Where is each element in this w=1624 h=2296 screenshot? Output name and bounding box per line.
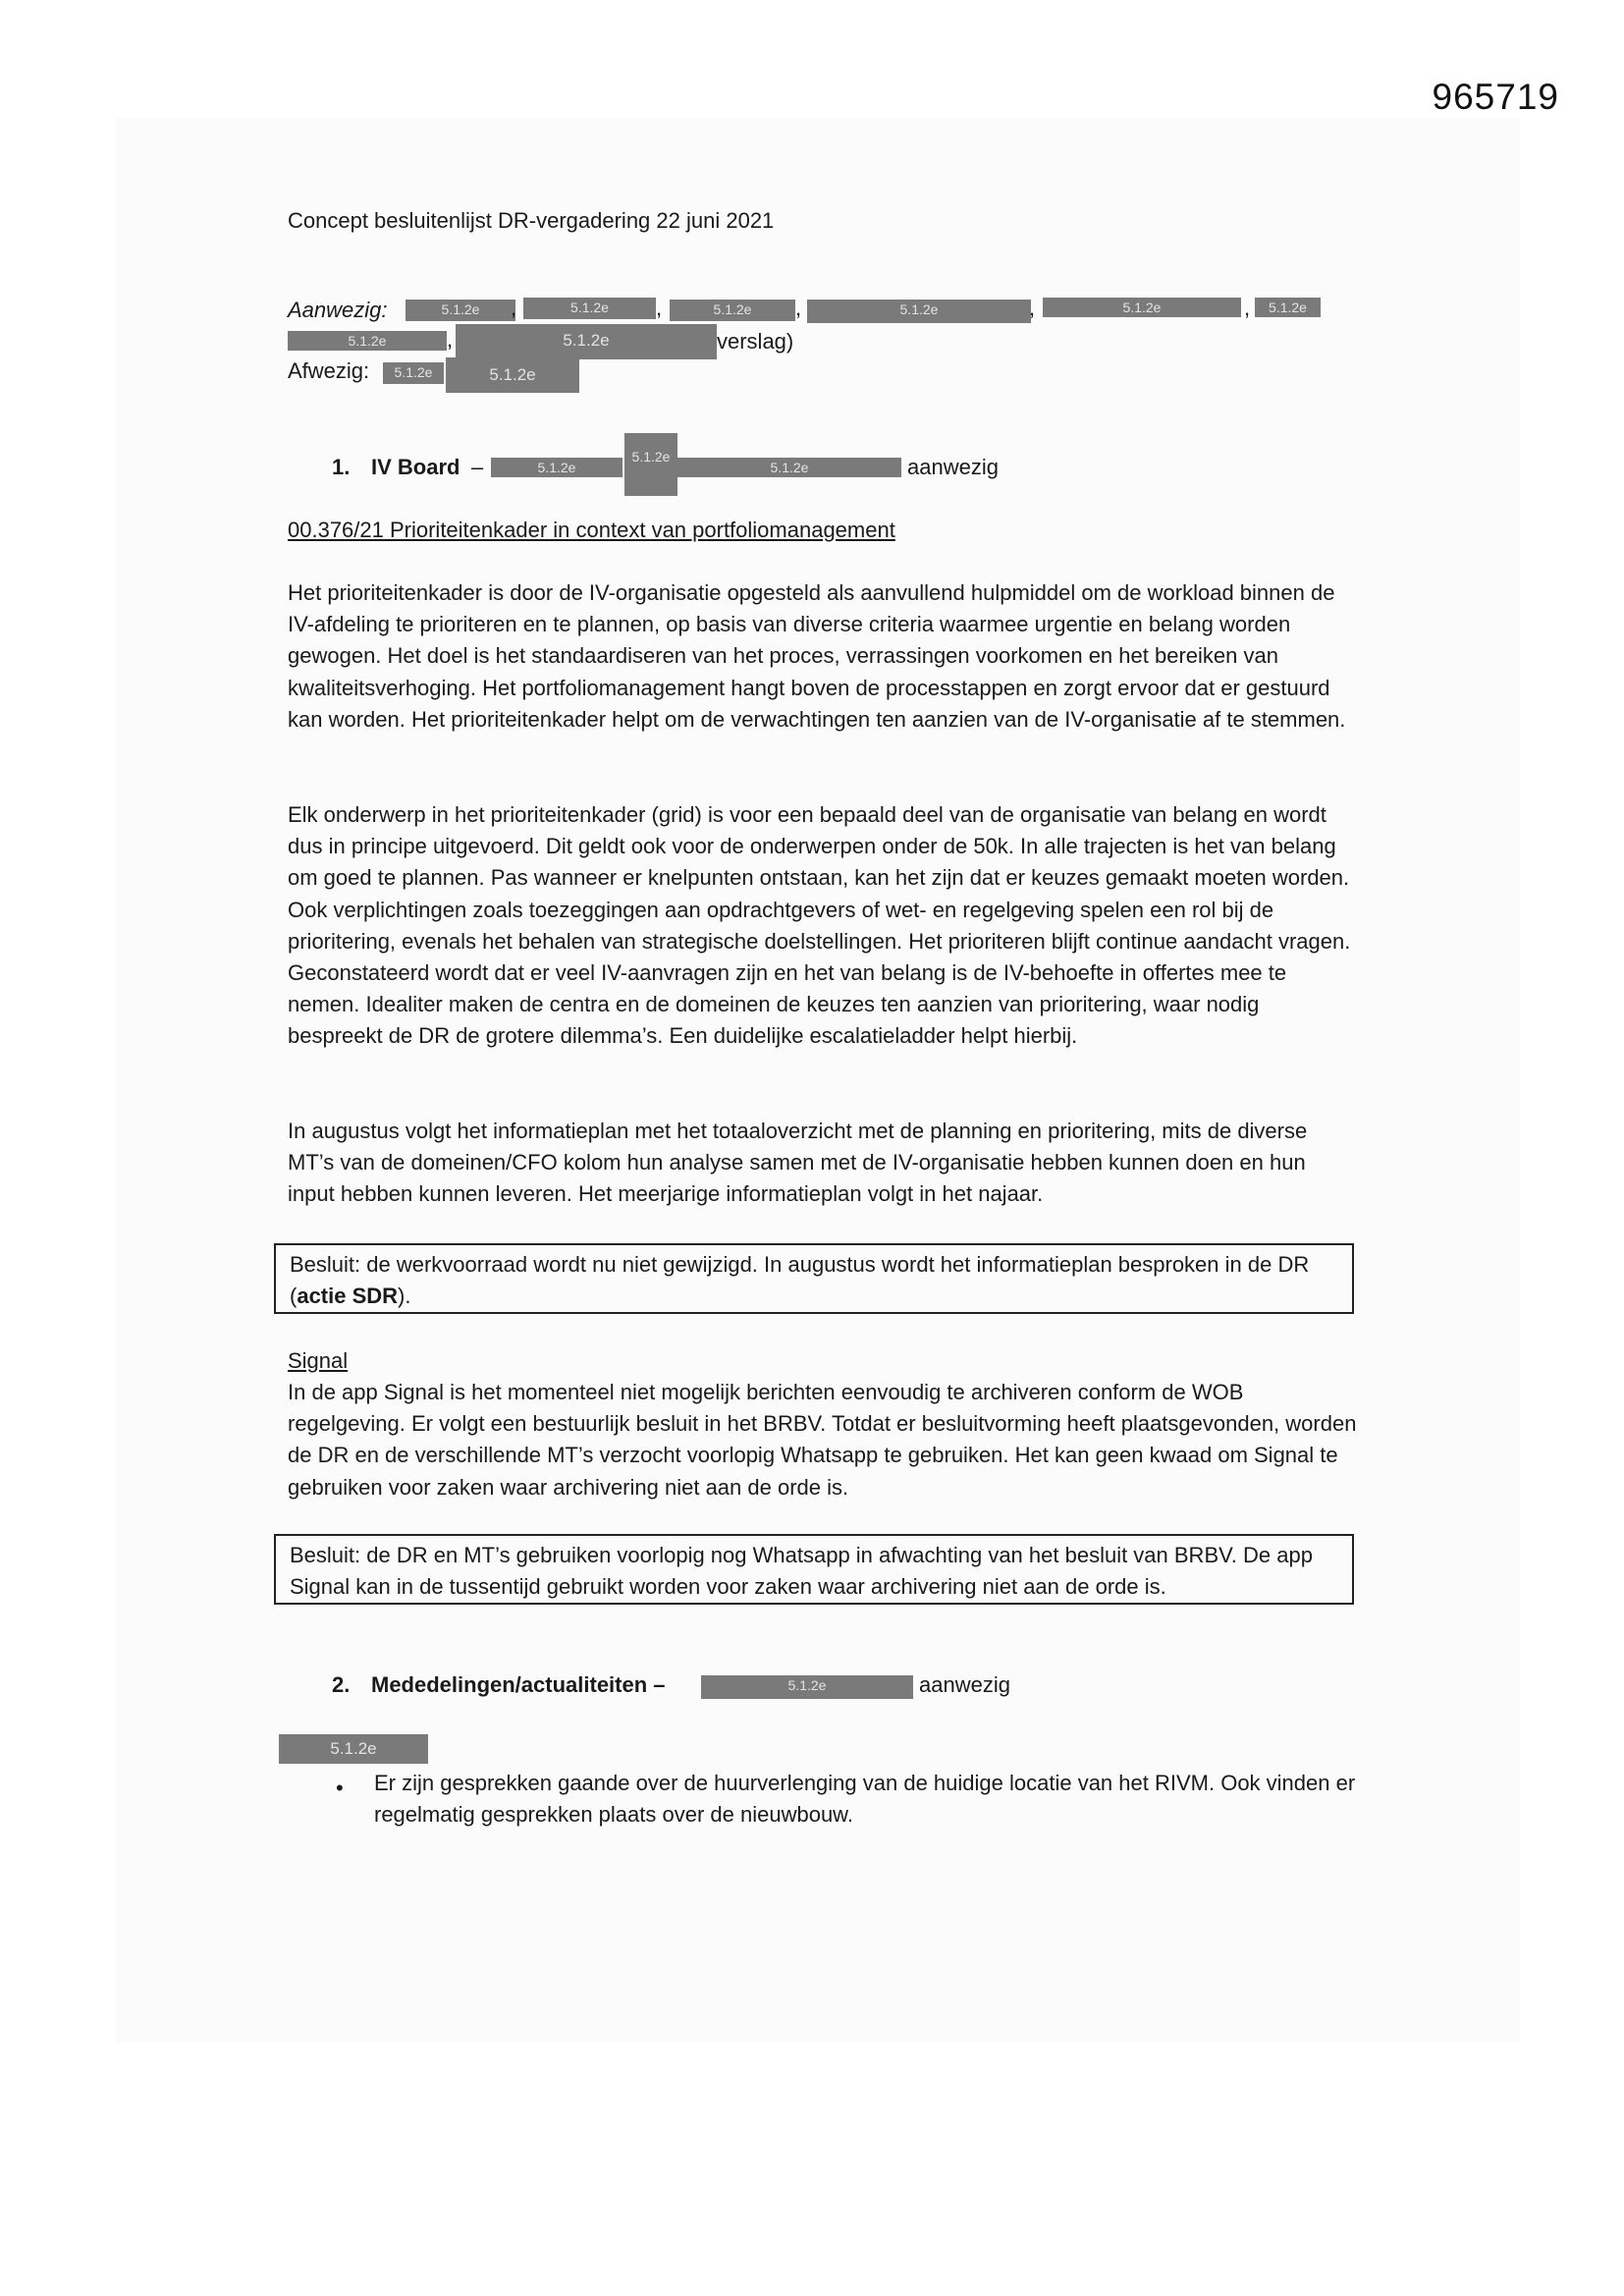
redaction-block: 5.1.2e xyxy=(456,324,717,359)
separator-comma: , xyxy=(447,327,454,352)
paragraph-informatieplan: In augustus volgt het informatieplan met het totaaloverzicht met de planning en prioritering, mits de diverse MT’s van de domeinen/CFO kolom hun analyse samen met de IV-organisatie hebben kunnen doen en hun input hebben kunnen leveren. Het meerjarige informatieplan volgt in het najaar. xyxy=(288,1119,1308,1207)
decision-1-end: ). xyxy=(398,1284,411,1309)
bullet-mark: • xyxy=(336,1776,344,1800)
decision-box-1 xyxy=(274,1243,1354,1314)
section-2-heading: Mededelingen/actualiteiten – xyxy=(371,1672,666,1697)
redaction-block: 5.1.2e xyxy=(279,1734,428,1764)
redaction-block: 5.1.2e xyxy=(491,458,623,477)
section-1-suffix: aanwezig xyxy=(907,455,999,479)
decision-1-text: Besluit: de werkvoorraad wordt nu niet gewijzigd. In augustus wordt het informatieplan besproken in de DR ( xyxy=(290,1252,1310,1309)
paragraph-signal: In de app Signal is het momenteel niet mogelijk berichten eenvoudig te archiveren conform de WOB regelgeving. Er volgt een bestuurlijk besluit in het BRBV. Totdat er besluitvorming heeft plaatsgevonden, worden de DR en de verschillende MT’s verzocht voorlopig Whatsapp te gebruiken. Het kan geen kwaad om Signal te gebruiken voor zaken waar archivering niet aan de orde is. xyxy=(288,1380,1357,1500)
redaction-block: 5.1.2e xyxy=(807,300,1031,323)
redaction-block: 5.1.2e xyxy=(523,298,656,319)
separator-comma: , xyxy=(1244,296,1251,320)
absent-label: Afwezig: xyxy=(288,358,370,383)
separator-comma: , xyxy=(511,296,517,320)
section-1-number: 1. xyxy=(332,455,351,479)
document-number: 965719 xyxy=(1432,77,1559,117)
paragraph-onderwerpen: Elk onderwerp in het prioriteitenkader (grid) is voor een bepaald deel van de organisatie van belang en wordt dus in principe uitgevoerd. Dit geldt ook voor de onderwerpen onder de 50k. In alle trajecten is het van belang om goed te plannen. Pas wanneer er knelpunten ontstaan, kan het zijn dat er keuzes gemaakt moeten worden. Ook verplichtingen zoals toezeggingen aan opdrachtgevers of wet- en regelgeving spelen een rol bij de prioritering, evenals het behalen van strategische doelstellingen. Het prioriteren blijft continue aandacht vragen. Geconstateerd wordt dat er veel IV-aanvragen zijn en het van belang is de IV-behoefte in offertes mee te nemen. Idealiter maken de centra en de domeinen de keuzes ten aanzien van prioritering, waar nodig bespreekt de DR de grotere dilemma’s. Een duidelijke escalatieladder helpt hierbij. xyxy=(288,802,1351,1049)
section-2-suffix: aanwezig xyxy=(919,1672,1010,1697)
redaction-block: 5.1.2e xyxy=(701,1675,913,1699)
separator-comma: , xyxy=(656,296,663,320)
redaction-block: 5.1.2e xyxy=(1043,298,1241,317)
redaction-block: 5.1.2e xyxy=(406,300,515,321)
redaction-block: 5.1.2e xyxy=(446,357,579,393)
present-label: Aanwezig: xyxy=(288,298,388,322)
section-1-dash: – xyxy=(471,455,484,479)
paragraph-prioriteitenkader: Het prioriteitenkader is door de IV-organisatie opgesteld als aanvullend hulpmiddel om de workload binnen de IV-afdeling te prioriteren en te plannen, op basis van diverse criteria waarmee urgentie en belang worden gewogen. Het doel is het standaardiseren van het proces, verrassingen voorkomen en het bereiken van kwaliteitsverhoging. Het portfoliomanagement hangt boven de processtappen en zorgt ervoor dat er gestuurd kan worden. Het prioriteitenkader helpt om de verwachtingen ten aanzien van de IV-organisatie af te stemmen. xyxy=(288,580,1346,732)
decision-box-2: Besluit: de DR en MT’s gebruiken voorlopig nog Whatsapp in afwachting van het besluit van BRBV. De app Signal kan in de tussentijd gebruikt worden voor zaken waar archivering niet aan de orde is. xyxy=(274,1534,1354,1605)
signal-title: Signal xyxy=(288,1348,349,1373)
redaction-block: 5.1.2e xyxy=(677,458,901,477)
bullet-item: Er zijn gesprekken gaande over de huurverlenging van de huidige locatie van het RIVM. Ook vinden er regelmatig gesprekken plaats over de nieuwbouw. xyxy=(374,1771,1356,1828)
separator-comma: , xyxy=(795,296,802,320)
present-tail: verslag) xyxy=(717,329,794,354)
document-title: Concept besluitenlijst DR-vergadering 22 juni 2021 xyxy=(288,208,775,233)
section-2-number: 2. xyxy=(332,1672,351,1697)
decision-1-action: actie SDR xyxy=(297,1284,399,1309)
redaction-block: 5.1.2e xyxy=(288,331,447,351)
section-1-heading: IV Board xyxy=(371,455,460,479)
item-title: 00.376/21 Prioriteitenkader in context van portfoliomanagement xyxy=(288,518,895,542)
redaction-block: 5.1.2e xyxy=(1255,298,1321,317)
redaction-block: 5.1.2e xyxy=(624,433,677,496)
redaction-block: 5.1.2e xyxy=(670,300,795,321)
redaction-block: 5.1.2e xyxy=(383,362,444,384)
separator-comma: , xyxy=(1029,296,1036,320)
